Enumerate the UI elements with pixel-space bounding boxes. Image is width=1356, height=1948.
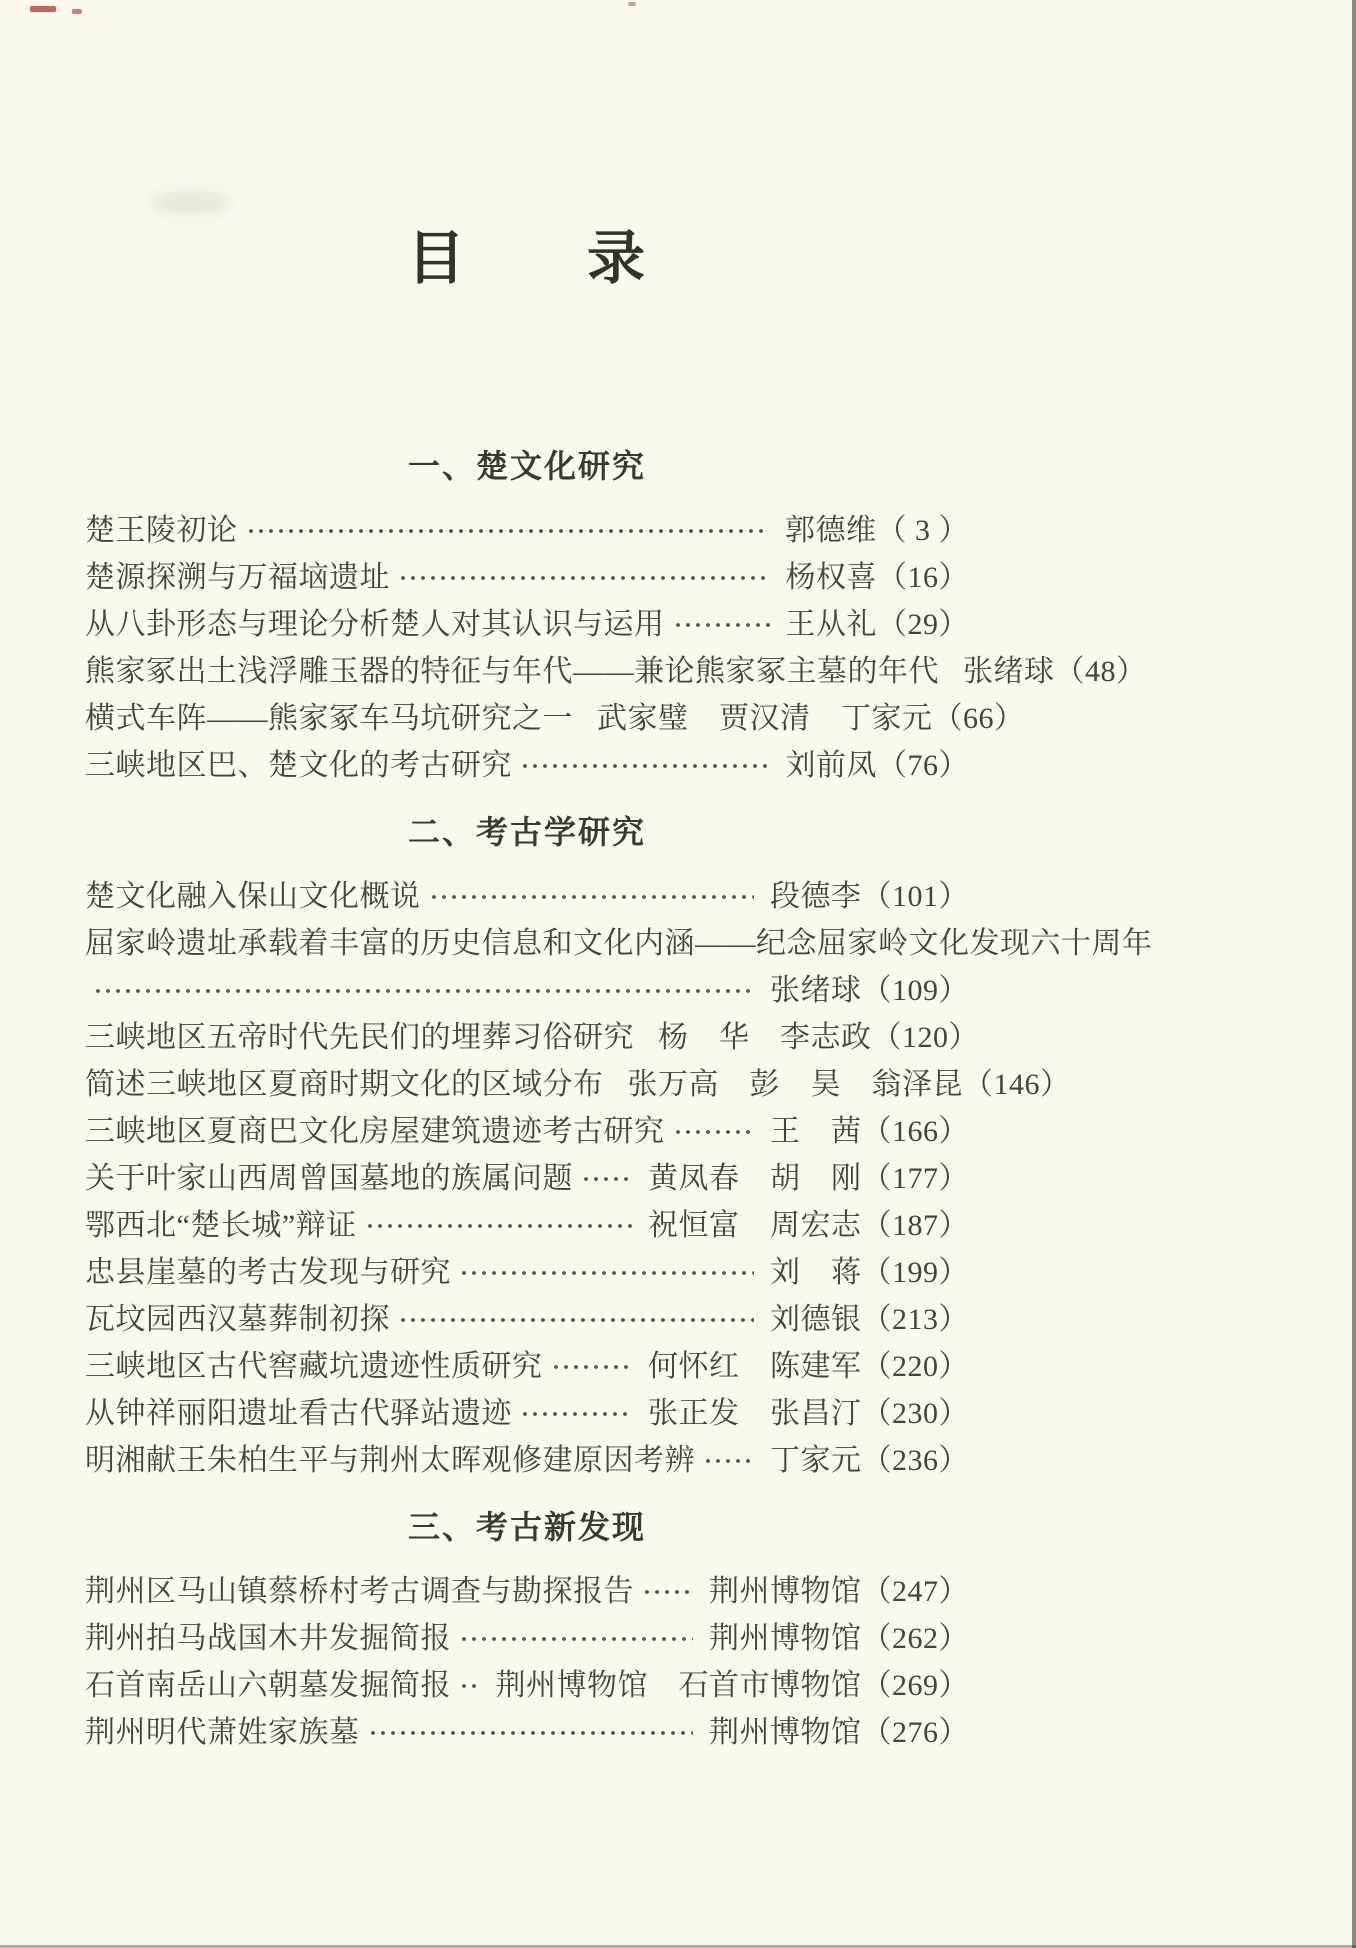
dot-leader <box>581 1155 632 1202</box>
entry-page-number: （76） <box>877 748 969 782</box>
entry-title: 荆州拍马战国木井发掘简报 <box>85 1621 451 1655</box>
toc-entry-row <box>85 1108 969 1155</box>
entry-authors: 王从礼 <box>785 607 877 641</box>
dot-leader <box>459 1662 480 1709</box>
toc-entry-row <box>85 1709 969 1756</box>
entry-page-number: （247） <box>861 1574 969 1608</box>
entry-authors: 杨 华 李志政 <box>658 1020 872 1054</box>
entry-authors: 段德李 <box>770 879 862 913</box>
entry-page-number: （109） <box>861 973 969 1007</box>
entry-authors: 刘 蒋 <box>770 1255 862 1289</box>
toc-entry-row <box>85 695 1025 742</box>
entry-title: 石首南岳山六朝墓发掘简报 <box>85 1668 451 1702</box>
entry-page-number: （120） <box>871 1020 979 1054</box>
dot-leader <box>459 1615 693 1662</box>
entry-authors: 何怀红 陈建军 <box>648 1349 862 1383</box>
entry-authors: 张正发 张昌汀 <box>648 1396 862 1430</box>
dot-leader <box>520 1390 632 1437</box>
toc-entry-row <box>85 1615 969 1662</box>
scan-artifact-speck <box>72 9 82 14</box>
entry-page-number: （187） <box>861 1208 969 1242</box>
entry-title: 三峡地区巴、楚文化的考古研究 <box>85 748 512 782</box>
entry-authors: 王 茜 <box>770 1114 862 1148</box>
entry-authors: 武家璧 贾汉清 丁家元 <box>597 701 933 735</box>
dot-leader <box>429 873 755 920</box>
entry-title: 关于叶家山西周曾国墓地的族属问题 <box>85 1161 573 1195</box>
toc-entry-row <box>85 1390 969 1437</box>
entry-page-number: （166） <box>861 1114 969 1148</box>
entry-title: 简述三峡地区夏商时期文化的区域分布 <box>85 1067 604 1101</box>
entry-title: 荆州明代萧姓家族墓 <box>85 1715 360 1749</box>
dot-leader <box>459 1249 754 1296</box>
toc-entry-row <box>85 554 969 601</box>
toc-entry-row <box>85 742 969 789</box>
entry-title: 楚王陵初论 <box>85 513 238 547</box>
entry-page-number: （276） <box>861 1715 969 1749</box>
entry-authors: 荆州博物馆 石首市博物馆 <box>495 1668 862 1702</box>
section-entry-list <box>85 507 1147 789</box>
dot-leader <box>368 1709 694 1756</box>
dot-leader <box>520 742 770 789</box>
entry-authors: 郭德维 <box>785 513 877 547</box>
entry-title: 瓦坟园西汉墓葬制初探 <box>85 1302 390 1336</box>
entry-page-number: （199） <box>861 1255 969 1289</box>
toc-entry-row <box>85 1437 969 1484</box>
entry-title: 明湘献王朱柏生平与荆州太晖观修建原因考辨 <box>85 1443 695 1477</box>
entry-title: 从八卦形态与理论分析楚人对其认识与运用 <box>85 607 665 641</box>
page-title: 目 录 <box>406 226 647 291</box>
entry-title: 三峡地区五帝时代先民们的埋葬习俗研究 <box>85 1020 634 1054</box>
entry-title: 三峡地区夏商巴文化房屋建筑遗迹考古研究 <box>85 1114 665 1148</box>
dot-leader <box>642 1568 693 1615</box>
toc-entry-row <box>85 1343 969 1390</box>
entry-page-number: （146） <box>963 1067 1071 1101</box>
entry-authors: 荆州博物馆 <box>709 1574 862 1608</box>
entry-authors: 张绪球 <box>963 654 1055 688</box>
entry-page-number: （48） <box>1054 654 1147 688</box>
entry-authors: 黄凤春 胡 刚 <box>648 1161 862 1195</box>
toc-sections <box>85 448 1153 1756</box>
entry-authors: 刘前凤 <box>785 748 877 782</box>
entry-title: 三峡地区古代窖藏坑遗迹性质研究 <box>85 1349 543 1383</box>
entry-title: 忠县崖墓的考古发现与研究 <box>85 1255 451 1289</box>
toc-entry-row <box>85 967 969 1014</box>
toc-entry-row <box>85 920 1153 967</box>
entry-authors: 荆州博物馆 <box>709 1715 862 1749</box>
entry-title: 鄂西北“楚长城”辩证 <box>85 1208 357 1242</box>
entry-authors: 丁家元 <box>770 1443 862 1477</box>
toc-entry-row <box>85 648 1147 695</box>
section-heading: 二、考古学研究 <box>407 814 646 850</box>
toc-entry-row <box>85 1296 969 1343</box>
entry-authors: 杨权喜 <box>785 560 877 594</box>
entry-page-number: （16） <box>877 560 969 594</box>
entry-title: 荆州区马山镇蔡桥村考古调查与勘探报告 <box>85 1574 634 1608</box>
toc-entry-row <box>85 1202 969 1249</box>
toc-entry-row <box>85 873 969 920</box>
toc-entry-row <box>85 601 969 648</box>
dot-leader <box>398 554 770 601</box>
entry-page-number: （262） <box>861 1621 969 1655</box>
entry-authors: 张万高 彭 昊 翁泽昆 <box>627 1067 963 1101</box>
entry-authors: 刘德银 <box>770 1302 862 1336</box>
entry-title: 屈家岭遗址承载着丰富的历史信息和文化内涵——纪念屈家岭文化发现六十周年 <box>85 926 1153 960</box>
toc-entry-row <box>85 1662 969 1709</box>
entry-authors: 张绪球 <box>770 973 862 1007</box>
entry-authors: 祝恒富 周宏志 <box>648 1208 862 1242</box>
toc-content <box>85 0 1153 1756</box>
dot-leader <box>551 1343 633 1390</box>
entry-page-number: （ 3 ） <box>876 513 969 547</box>
toc-entry-row <box>85 1155 969 1202</box>
dot-leader <box>703 1437 754 1484</box>
section-entry-list <box>85 873 1153 1484</box>
entry-page-number: （66） <box>932 701 1025 735</box>
toc-entry-row <box>85 1249 969 1296</box>
entry-title: 横式车阵——熊家冢车马坑研究之一 <box>85 701 573 735</box>
entry-page-number: （213） <box>861 1302 969 1336</box>
dot-leader <box>398 1296 754 1343</box>
toc-entry-row <box>85 1061 1071 1108</box>
dot-leader <box>365 1202 632 1249</box>
entry-page-number: （101） <box>861 879 969 913</box>
toc-entry-row <box>85 1568 969 1615</box>
dot-leader <box>673 1108 755 1155</box>
entry-authors: 荆州博物馆 <box>709 1621 862 1655</box>
entry-title: 楚文化融入保山文化概说 <box>85 879 421 913</box>
entry-page-number: （177） <box>861 1161 969 1195</box>
dot-leader <box>673 601 770 648</box>
section-heading: 三、考古新发现 <box>407 1509 646 1545</box>
entry-title: 熊家冢出土浅浮雕玉器的特征与年代——兼论熊家冢主墓的年代 <box>85 654 939 688</box>
section-heading: 一、楚文化研究 <box>407 448 646 484</box>
entry-page-number: （29） <box>877 607 969 641</box>
toc-entry-row <box>85 1014 979 1061</box>
entry-title: 从钟祥丽阳遗址看古代驿站遗迹 <box>85 1396 512 1430</box>
entry-page-number: （269） <box>861 1668 969 1702</box>
entry-title: 楚源探溯与万福垴遗址 <box>85 560 390 594</box>
scan-artifact-speck <box>30 6 56 12</box>
dot-leader <box>246 507 770 554</box>
section-entry-list <box>85 1568 969 1756</box>
dot-leader <box>93 967 754 1014</box>
entry-page-number: （220） <box>861 1349 969 1383</box>
entry-page-number: （230） <box>861 1396 969 1430</box>
entry-page-number: （236） <box>861 1443 969 1477</box>
toc-entry-row <box>85 507 969 554</box>
